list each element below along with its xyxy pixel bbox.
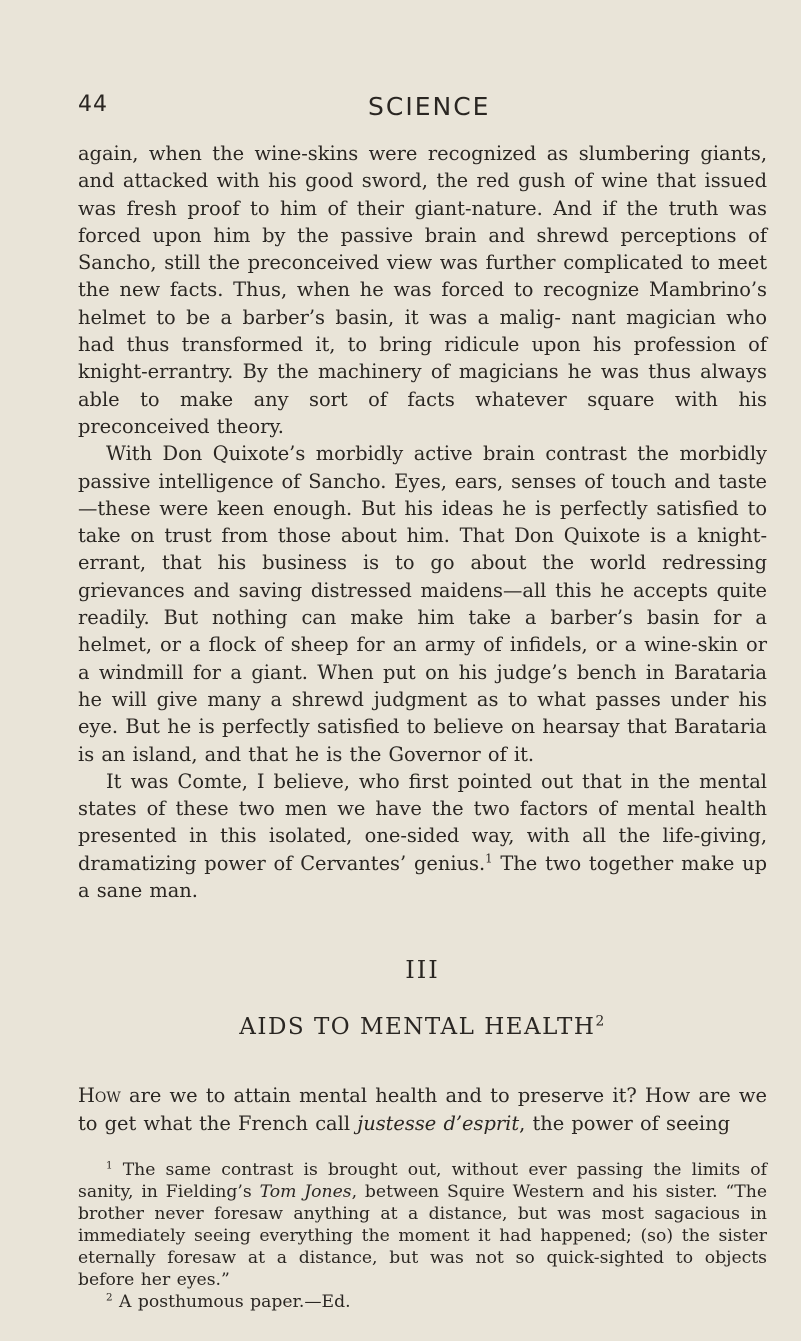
paragraph-text: are we to attain mental health and to preserve it? How are we to get what the French call [78,1084,767,1135]
section-number: III [405,956,440,985]
footnote [78,1159,767,1291]
paragraph-text: , the power of seeing [519,1111,730,1135]
footnote-marker[interactable]: 1 [485,851,493,866]
italic-phrase: justesse d’esprit [357,1111,520,1135]
paragraph-text: It was Comte, I believe, who first pointed out that in the mental states of these two men we have the two factors of mental health presented in this isolated, one-sided way, with all the life-giving, dramatizing power of Cervantes’ genius. [78,769,767,875]
footnote-text: A posthumous paper.—Ed. [112,1291,351,1312]
footnotes [78,1159,767,1313]
paragraph [78,768,767,904]
paragraph [78,1082,767,1137]
footnote-text: The same contrast is brought out, without ever passing the limits of sanity, in Fielding’s [78,1159,767,1202]
paragraph: again, when the wine-skins were recognized as slumbering giants, and attacked with his good sword, the red gush of wine that issued was fresh proof to him of their giant-nature. And if the truth was forced upon him by the passive brain and shrewd perceptions of Sancho, still the preconceived view was further complicated to meet the new facts. Thus, when he was forced to recognize Mambrino’s helmet to be a barber’s basin, it was a malig- nant magician who had thus transformed it, to bring ridicule upon his profession of knight-errantry. By the machinery of magicians he was thus always able to make any sort of facts whatever square with his preconceived theory. [78,142,767,438]
footnote-text: , between Squire Western and his sister. “The brother never foresaw anything at a distance, but was most sagacious in immediately seeing everything the moment it had happened; (so) the sister eternally foresaw at a distance, but was not so quick-sighted to objects before her eyes.” [78,1181,767,1290]
running-head [78,92,767,126]
page-body [78,140,767,1313]
footnote [78,1291,767,1313]
paragraph-text: The two together make up a sane man. [78,851,767,903]
paragraph: With Don Quixote’s morbidly active brain contrast the morbidly passive intelligence of Sancho. Eyes, ears, senses of touch and taste—these were keen enough. But his ideas he is perfectly satisfied to take on trust from those about him. That Don Quixote is a knight-errant, that his business is to go about the world redressing grievances and saving distressed maidens—all this he accepts quite readily. But nothing can make him take a barber’s basin for a helmet, or a flock of sheep for an army of infidels, or a wine-skin or a windmill for a giant. When put on his judge’s bench in Barataria he will give many a shrewd judgment as to what passes under his eye. But he is perfectly satisfied to believe on hearsay that Barataria is an island, and that he is the Governor of it. [78,442,767,766]
running-title: SCIENCE [368,92,491,121]
section-title-text: AIDS TO MENTAL HEALTH [239,1014,596,1041]
page-number: 44 [78,92,108,117]
italic-title: Tom Jones [259,1181,352,1202]
footnote-number: 2 [106,1291,113,1304]
footnote-marker[interactable]: 2 [595,1013,606,1030]
section-title [78,1014,767,1040]
footnote-number: 1 [106,1159,113,1172]
lead-word: How [78,1084,121,1108]
